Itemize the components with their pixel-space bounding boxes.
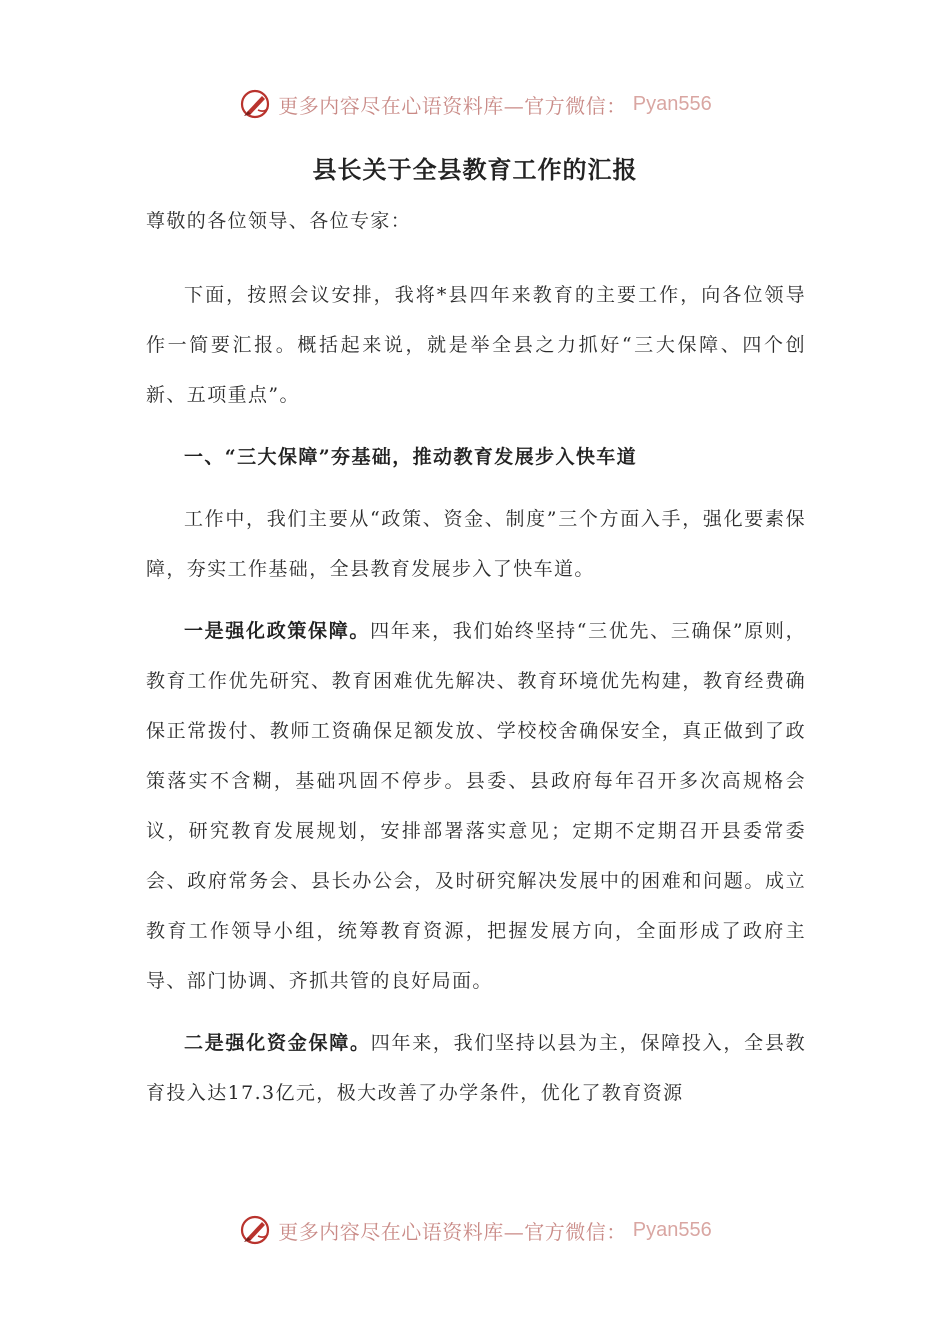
greeting: 尊敬的各位领导、各位专家：: [146, 210, 412, 232]
pen-logo-icon: [238, 87, 272, 121]
funding-paragraph: [146, 1018, 806, 1118]
watermark-text: 更多内容尽在心语资料库—官方微信：: [278, 93, 627, 118]
watermark-header: [0, 84, 950, 124]
funding-body: 四年来，我们坚持以县为主，保障投入，全县教育投入达17.3亿元，极大改善了办学条件，优化了教育资源: [146, 1032, 806, 1104]
intro-paragraph: 下面，按照会议安排，我将*县四年来教育的主要工作，向各位领导作一简要汇报。概括起来说，就是举全县之力抓好“三大保障、四个创新、五项重点”。: [146, 284, 806, 406]
pen-logo-icon: [238, 1213, 272, 1247]
section1-intro-paragraph: 工作中，我们主要从“政策、资金、制度”三个方面入手，强化要素保障，夯实工作基础，全县教育发展步入了快车道。: [146, 508, 806, 580]
document-title: 县长关于全县教育工作的汇报: [312, 155, 638, 184]
document-body: [146, 196, 806, 1130]
policy-body: 四年来，我们始终坚持“三优先、三确保”原则，教育工作优先研究、教育困难优先解决、教育环境优先构建，教育经费确保正常拨付、教师工资确保足额发放、学校校舍确保安全，真正做到了政策落实不含糊，基础巩固不停步。县委、县政府每年召开多次高规格会议，研究教育发展规划，安排部署落实意见；定期不定期召开县委常委会、政府常务会、县长办公会，及时研究解决发展中的困难和问题。成立教育工作领导小组，统筹教育资源，把握发展方向，全面形成了政府主导、部门协调、齐抓共管的良好局面。: [146, 620, 806, 992]
policy-lead: 一是强化政策保障。: [184, 620, 371, 642]
section-heading-1: 一、“三大保障”夯基础，推动教育发展步入快车道: [184, 446, 638, 468]
policy-paragraph: [146, 606, 806, 1006]
watermark-footer: [0, 1210, 950, 1250]
funding-lead: 二是强化资金保障。: [184, 1032, 371, 1054]
watermark-wechat-id: Pyan556: [632, 92, 712, 115]
watermark-wechat-id: Pyan556: [632, 1218, 712, 1241]
watermark-text: 更多内容尽在心语资料库—官方微信：: [278, 1219, 627, 1244]
